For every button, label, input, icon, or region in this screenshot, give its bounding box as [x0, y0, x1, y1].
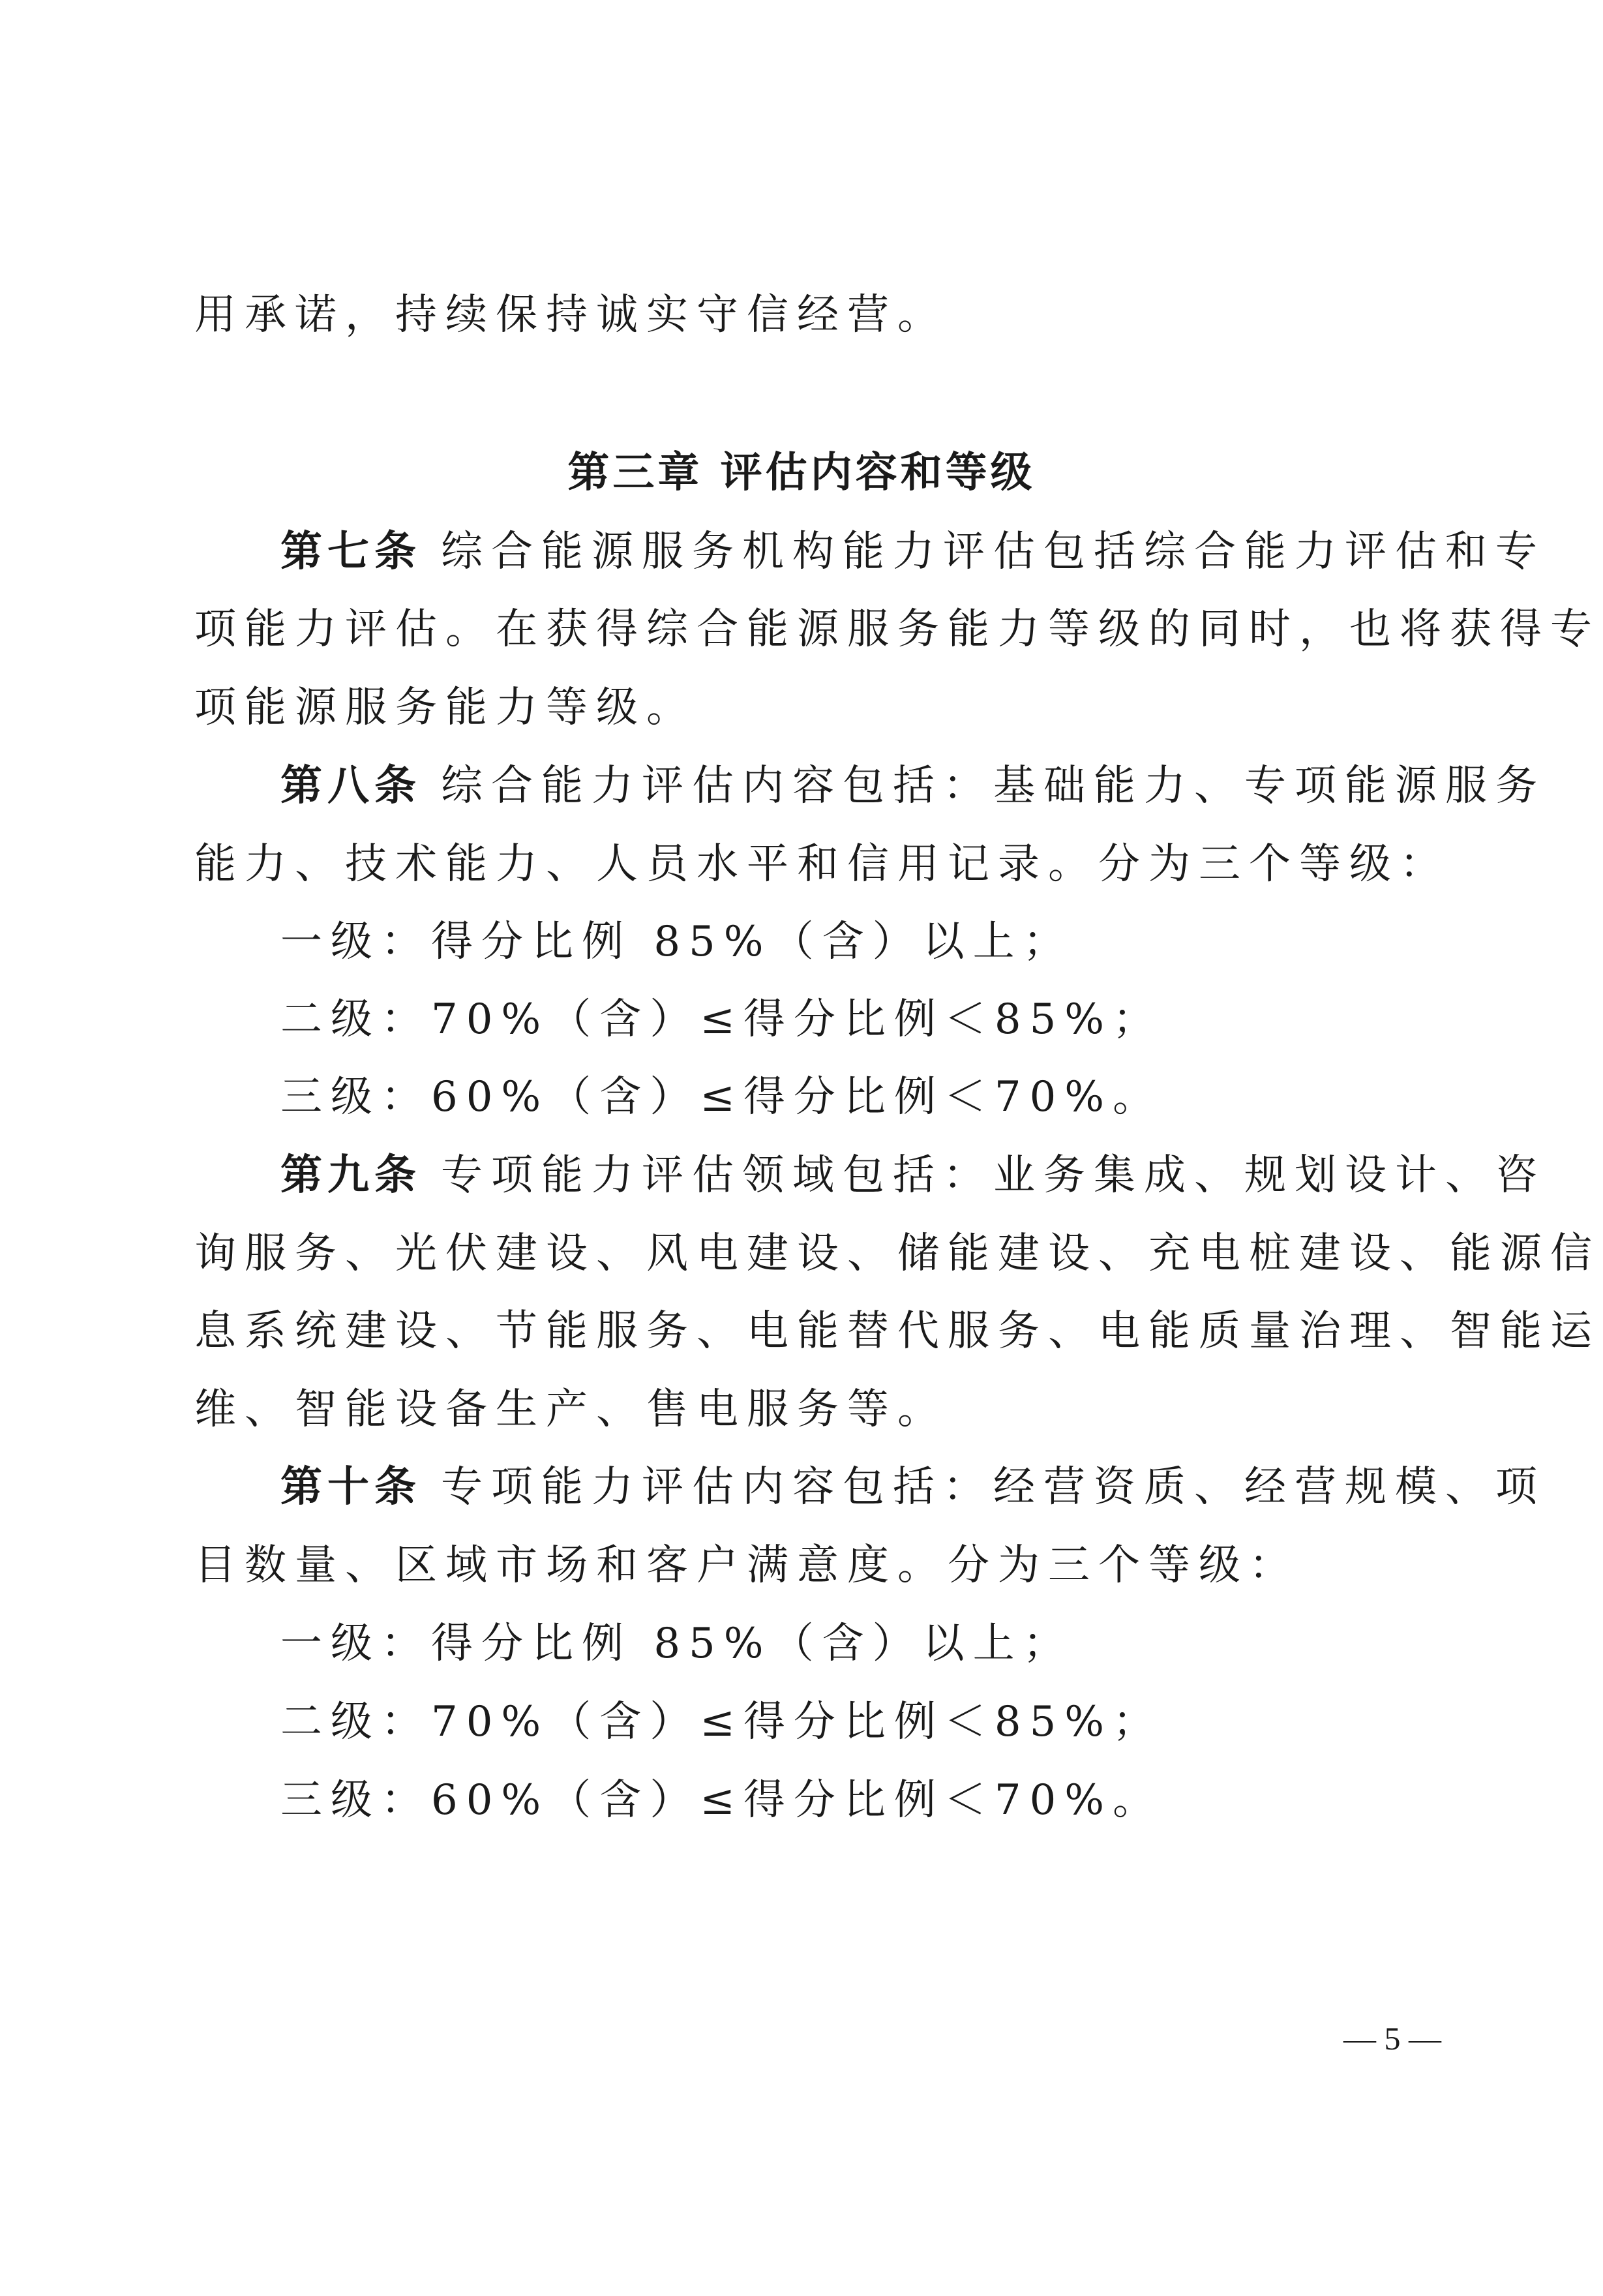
article-7-line-1	[280, 526, 1546, 578]
article-7-label: 第七条	[280, 528, 421, 576]
article-8-text-1: 综合能力评估内容包括：基础能力、专项能源服务	[441, 762, 1546, 810]
article-10-label: 第十条	[280, 1463, 421, 1511]
article-9-line-3: 息系统建设、节能服务、电能替代服务、电能质量治理、智能运	[194, 1307, 1600, 1355]
article-9-line-4: 维、智能设备生产、售电服务等。	[194, 1385, 948, 1434]
article-8-grade-3: 三级：60%（含）≤得分比例＜70%。	[280, 1073, 1163, 1121]
article-9-label: 第九条	[280, 1151, 421, 1200]
chapter-title: 第三章 评估内容和等级	[567, 449, 1036, 497]
continuation-line: 用承诺，持续保持诚实守信经营。	[194, 291, 948, 339]
article-10-grade-3: 三级：60%（含）≤得分比例＜70%。	[280, 1776, 1163, 1824]
article-8-grade-2: 二级：70%（含）≤得分比例＜85%；	[280, 995, 1163, 1044]
article-10-line-1	[280, 1461, 1546, 1513]
article-8-label: 第八条	[280, 762, 421, 810]
article-9-text-1: 专项能力评估领域包括：业务集成、规划设计、咨	[441, 1151, 1546, 1200]
article-10-grade-2: 二级：70%（含）≤得分比例＜85%；	[280, 1698, 1163, 1746]
article-9-line-1	[280, 1149, 1546, 1201]
article-10-line-2: 目数量、区域市场和客户满意度。分为三个等级：	[194, 1541, 1299, 1590]
page-number: — 5 —	[1343, 2020, 1441, 2057]
article-10-grade-1: 一级：得分比例 85%（含）以上；	[280, 1620, 1073, 1668]
article-8-grade-1: 一级：得分比例 85%（含）以上；	[280, 918, 1073, 966]
article-10-text-1: 专项能力评估内容包括：经营资质、经营规模、项	[441, 1463, 1546, 1511]
article-8-line-1	[280, 760, 1546, 812]
article-7-line-2: 项能力评估。在获得综合能源服务能力等级的同时，也将获得专	[194, 605, 1600, 654]
article-9-line-2: 询服务、光伏建设、风电建设、储能建设、充电桩建设、能源信	[194, 1230, 1600, 1278]
article-7-text-1: 综合能源服务机构能力评估包括综合能力评估和专	[441, 528, 1546, 576]
article-7-line-3: 项能源服务能力等级。	[194, 684, 697, 732]
article-8-line-2: 能力、技术能力、人员水平和信用记录。分为三个等级：	[194, 840, 1450, 888]
